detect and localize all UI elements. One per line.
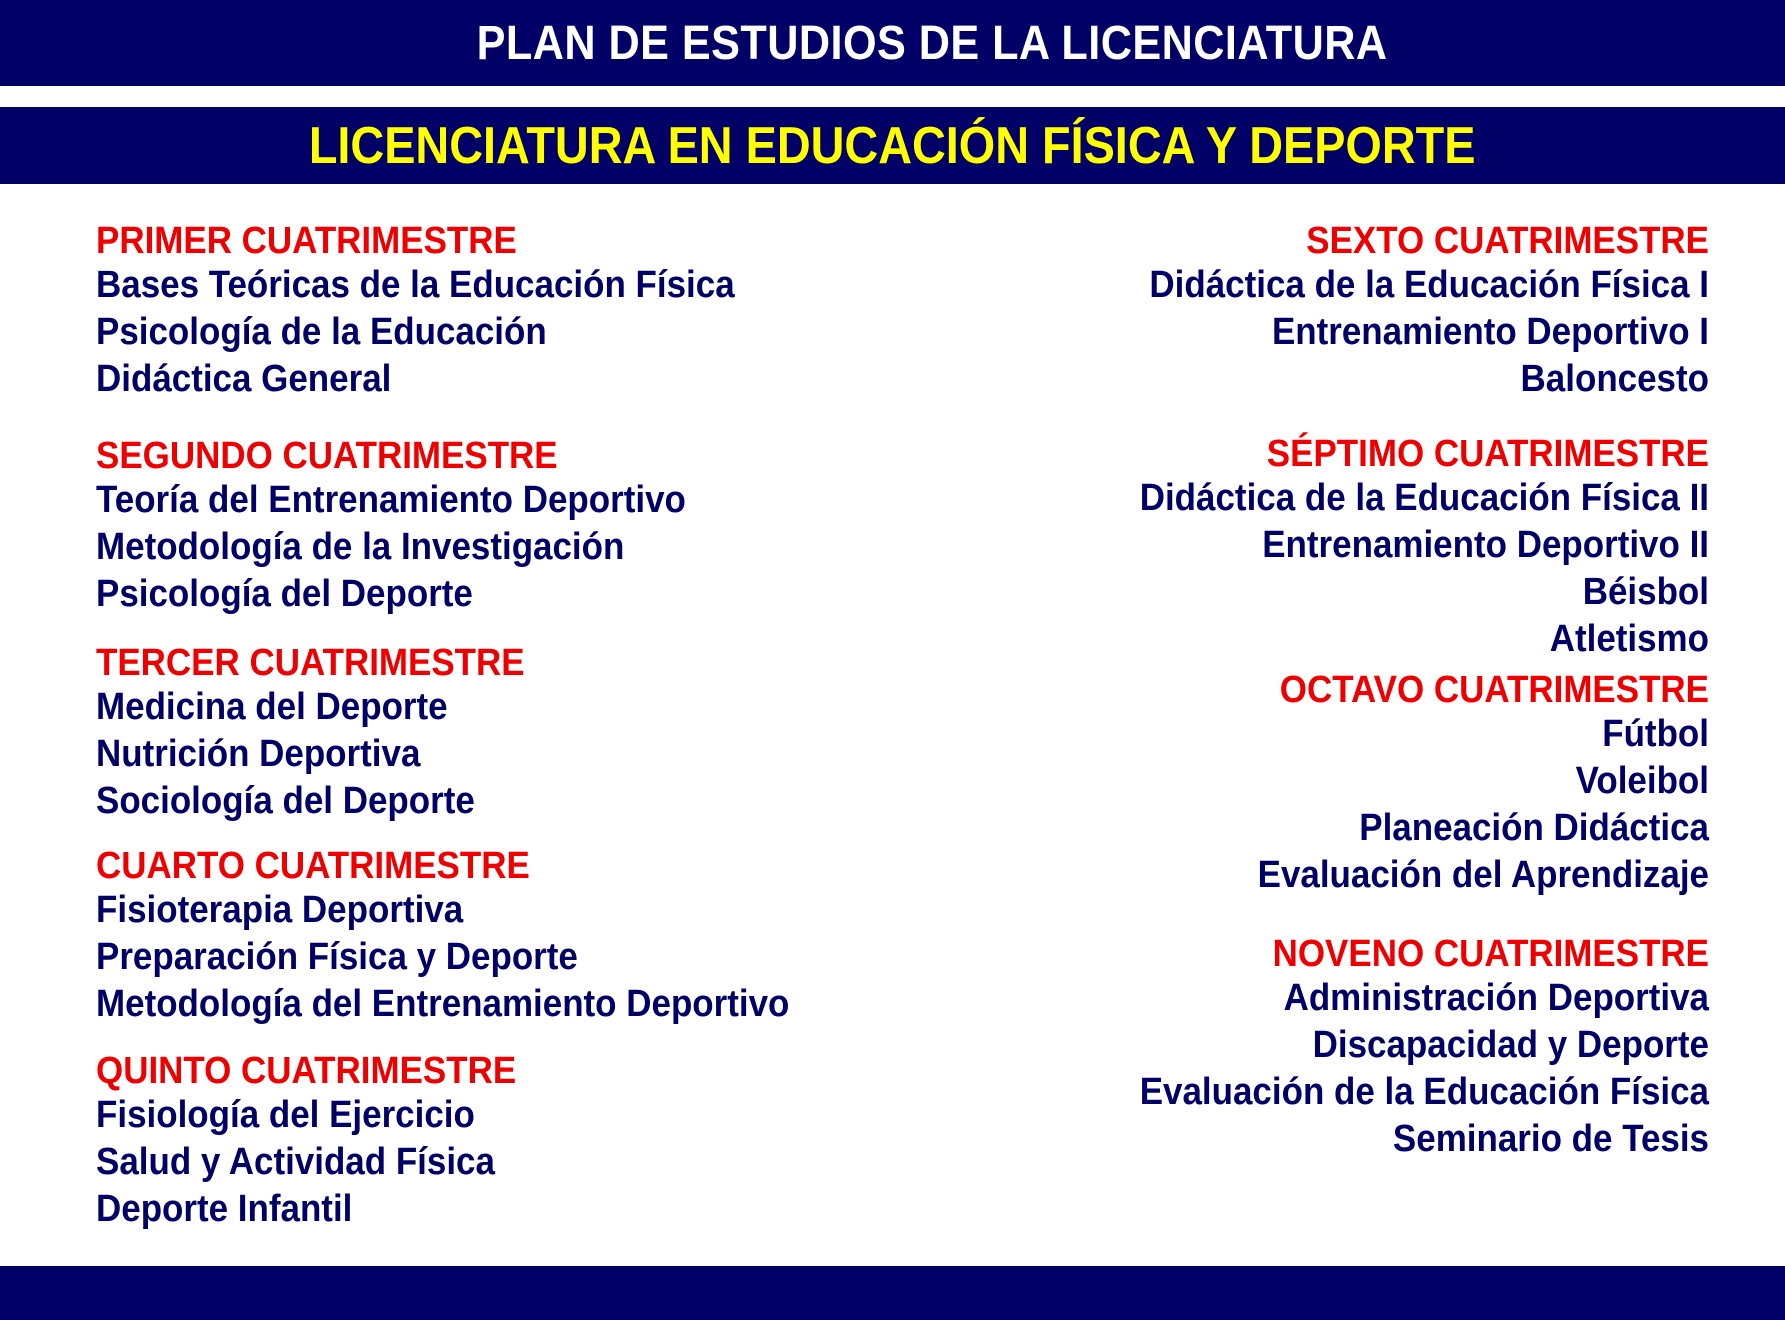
left-column [96, 220, 856, 1233]
subject-list [96, 887, 856, 1028]
subject-list [96, 477, 856, 618]
term-heading: OCTAVO CUATRIMESTRE [1279, 669, 1709, 711]
subject-item: Entrenamiento Deportivo II [1262, 524, 1709, 566]
subject-list [96, 1092, 856, 1233]
subject-item: Atletismo [1549, 618, 1709, 660]
term-6 [949, 220, 1709, 403]
term-heading: CUARTO CUATRIMESTRE [96, 845, 530, 887]
subject-item: Planeación Didáctica [1359, 807, 1709, 849]
term-heading: SÉPTIMO CUATRIMESTRE [1266, 433, 1709, 475]
subject-item: Metodología del Entrenamiento Deportivo [96, 983, 790, 1025]
subject-item: Salud y Actividad Física [96, 1141, 495, 1183]
subject-item: Bases Teóricas de la Educación Física [96, 264, 735, 306]
term-heading: QUINTO CUATRIMESTRE [96, 1050, 517, 1092]
subject-item: Psicología de la Educación [96, 311, 547, 353]
term-5 [96, 1050, 856, 1233]
term-heading: PRIMER CUATRIMESTRE [96, 220, 517, 262]
subject-item: Evaluación del Aprendizaje [1257, 854, 1709, 896]
term-heading: TERCER CUATRIMESTRE [96, 642, 525, 684]
term-8 [949, 669, 1709, 899]
right-column [949, 220, 1709, 1163]
subject-list [96, 262, 856, 403]
subject-item: Didáctica General [96, 358, 392, 400]
term-3 [96, 642, 856, 825]
term-heading: SEGUNDO CUATRIMESTRE [96, 435, 558, 477]
subject-item: Deporte Infantil [96, 1188, 353, 1230]
term-7 [949, 433, 1709, 663]
subject-item: Béisbol [1582, 571, 1709, 613]
subject-item: Preparación Física y Deporte [96, 936, 578, 978]
page-title: PLAN DE ESTUDIOS DE LA LICENCIATURA [477, 16, 1388, 70]
subject-item: Administración Deportiva [1283, 977, 1709, 1019]
subject-item: Didáctica de la Educación Física II [1139, 477, 1709, 519]
term-2 [96, 435, 856, 618]
header-band [0, 0, 1785, 86]
subject-item: Discapacidad y Deporte [1312, 1024, 1709, 1066]
subject-item: Entrenamiento Deportivo I [1271, 311, 1709, 353]
subject-list [949, 475, 1709, 663]
subject-list [949, 262, 1709, 403]
subject-list [949, 711, 1709, 899]
subject-item: Fútbol [1602, 713, 1709, 755]
term-4 [96, 845, 856, 1028]
subtitle-band [0, 107, 1785, 184]
subject-list [949, 975, 1709, 1163]
subject-item: Fisioterapia Deportiva [96, 889, 464, 931]
subject-item: Seminario de Tesis [1392, 1118, 1709, 1160]
term-heading: NOVENO CUATRIMESTRE [1272, 933, 1709, 975]
subject-item: Fisiología del Ejercicio [96, 1094, 475, 1136]
subject-item: Nutrición Deportiva [96, 733, 421, 775]
subject-item: Psicología del Deporte [96, 573, 473, 615]
footer-band [0, 1266, 1785, 1320]
subject-list [96, 684, 856, 825]
subject-item: Evaluación de la Educación Física [1139, 1071, 1709, 1113]
subject-item: Baloncesto [1520, 358, 1709, 400]
term-9 [949, 933, 1709, 1163]
subject-item: Medicina del Deporte [96, 686, 448, 728]
subject-item: Didáctica de la Educación Física I [1149, 264, 1709, 306]
subject-item: Teoría del Entrenamiento Deportivo [96, 479, 686, 521]
subject-item: Sociología del Deporte [96, 780, 475, 822]
subject-item: Voleibol [1575, 760, 1709, 802]
program-title: LICENCIATURA EN EDUCACIÓN FÍSICA Y DEPORTE [309, 116, 1476, 175]
subject-item: Metodología de la Investigación [96, 526, 625, 568]
term-1 [96, 220, 856, 403]
term-heading: SEXTO CUATRIMESTRE [1306, 220, 1709, 262]
